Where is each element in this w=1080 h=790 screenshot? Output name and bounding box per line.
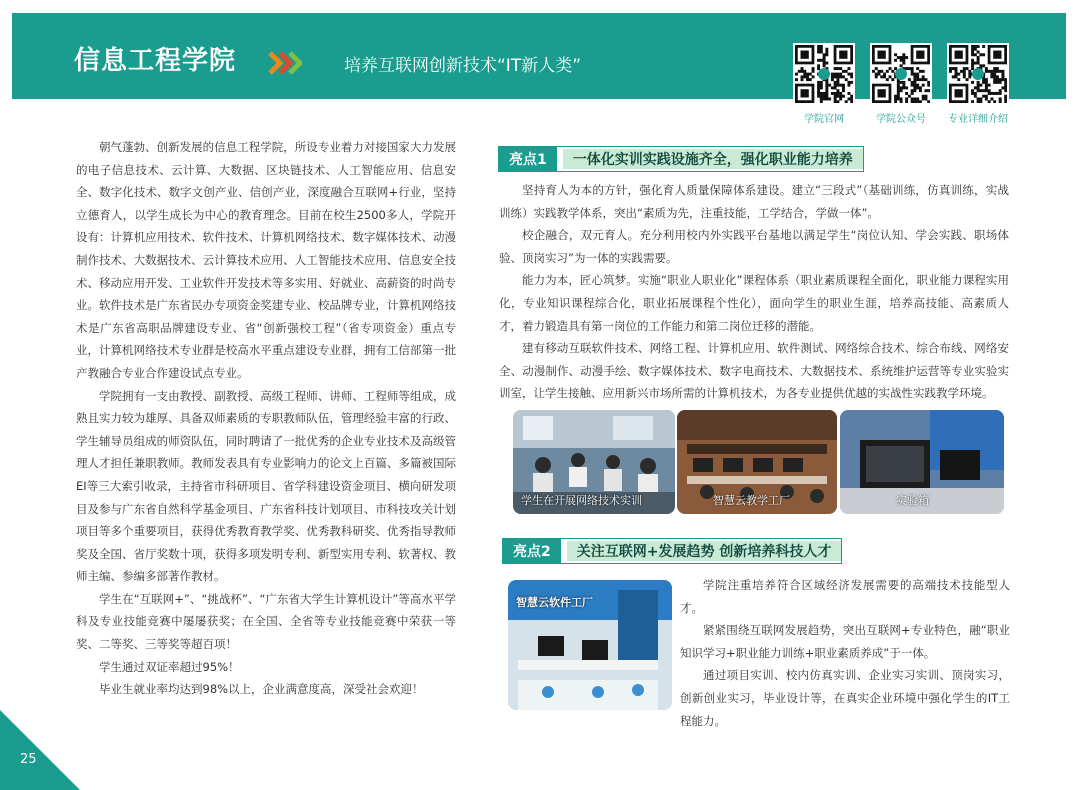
page-title: 信息工程学院	[74, 46, 237, 76]
intro-paragraph: 毕业生就业率均达到98%以上，企业满意度高，深受社会欢迎！	[99, 682, 424, 697]
qr-caption: 学院公众号	[876, 114, 926, 125]
intro-paragraph: 学生在“互联网+”、“挑战杯”、“广东省大学生计算机设计”等高水平学科及专业技能竞赛中屡屡获奖；在全国、全省等专业技能竞赛中荣获一等奖、二等奖、三等奖等超百项！	[76, 591, 456, 652]
highlight2-tag: 亮点2	[503, 539, 561, 563]
highlight1-text	[499, 179, 1009, 405]
intro-paragraph: 朝气蓬勃、创新发展的信息工程学院，所设专业着力对接国家大力发展的电子信息技术、云计算、大数据、区块链技术、人工智能应用、信息安全、数字化技术、数字文创产业、信创产业，深度融合互联网+行业，坚持立德育人，以学生成长为中心的教育理念。目前在校生2500多人，学院开设有：计算机应用技术、软件技术、计算机网络技术、数字媒体技术、动漫制作技术、大数据技术、云计算技术应用、人工智能技术应用、信息安全技术、移动应用开发、工业软件开发技术等多实用、好就业、高薪资的时尚专业。软件技术是广东省民办专项资金奖建专业、校品牌专业，计算机网络技术是广东省高职品牌建设专业、省“创新强校工程”（省专项资金）重点专业，计算机网络技术专业群是校高水平重点建设专业群，拥有工信部第一批产教融合专业合作建设试点专业。	[76, 140, 456, 380]
highlight1-paragraph: 建有移动互联软件技术、网络工程、计算机应用、软件测试、网络综合技术、综合布线、网络安全、动漫制作、动漫手绘、数字媒体技术、数字电商技术、大数据技术、系统维护运营等专业实验实训室，让学生接触、应用新兴市场所需的计算机技术，为各专业提供优越的实战性实践教学环境。	[499, 341, 1009, 401]
photo-network-training	[513, 410, 675, 514]
header-slogan: 培养互联网创新技术“IT新人类”	[344, 56, 582, 76]
highlight1-tag: 亮点1	[499, 147, 557, 171]
photo-experiment-box	[840, 410, 1004, 514]
highlight1-paragraph: 校企融合，双元育人。充分利用校内外实践平台基地以满足学生“岗位认知、学会实践、职场体验、顶岗实习”为一体的实践需要。	[499, 228, 1009, 265]
highlight1-paragraph: 能力为本，匠心筑梦。实施“职业人职业化”课程体系（职业素质课程全面化，职业能力课程实用化，专业知识课程综合化，职业拓展课程个性化），面向学生的职业生涯，培养高技能、高素质人才，着力锻造具有第一岗位的工作能力和第二岗位迁移的潜能。	[499, 273, 1009, 333]
qr-code-college-wechat[interactable]	[870, 43, 932, 105]
page-number: 25	[20, 752, 37, 767]
highlight2-paragraph: 紧紧围绕互联网发展趋势，突出互联网+专业特色，融“职业知识学习+职业能力训练+职业素质养成”于一体。	[680, 623, 1010, 660]
highlight2-title: 关注互联网+发展趋势 创新培养科技人才	[567, 541, 842, 561]
highlight2-heading	[502, 538, 842, 564]
highlight2-text	[680, 574, 1010, 732]
highlight2-paragraph: 通过项目实训、校内仿真实训、企业实习实训、顶岗实习，创新创业实习，毕业设计等，在真实企业环境中强化学生的IT工程能力。	[680, 668, 1010, 728]
photo-smart-cloud-factory	[677, 410, 837, 514]
qr-caption: 学院官网	[804, 114, 844, 125]
highlight1-title: 一体化实训实践设施齐全，强化职业能力培养	[563, 149, 863, 169]
intro-paragraph: 学生通过双证率超过95%！	[99, 659, 240, 674]
highlight1-heading	[498, 146, 864, 172]
qr-caption: 专业详细介绍	[948, 114, 1008, 125]
photo-caption: 学生在开展网络技术实训	[521, 494, 642, 507]
photo-caption: 实验箱	[896, 494, 929, 507]
photo-caption: 智慧云软件工厂	[516, 596, 593, 609]
qr-code-college-website[interactable]	[793, 43, 855, 105]
photo-smart-cloud-software-factory	[508, 580, 672, 710]
corner-decoration	[0, 710, 80, 790]
chevron-arrows-icon	[268, 51, 302, 75]
photo-caption: 智慧云教学工厂	[713, 494, 790, 507]
intro-text-column	[76, 136, 456, 701]
highlight2-paragraph: 学院注重培养符合区域经济发展需要的高端技术技能型人才。	[680, 578, 1010, 615]
highlight1-paragraph: 坚持育人为本的方针，强化育人质量保障体系建设。建立“三段式”（基础训练，仿真训练，实战训练）实践教学体系，突出“素质为先，注重技能，工学结合，学做一体”。	[499, 183, 1009, 220]
intro-paragraph: 学院拥有一支由教授、副教授、高级工程师、讲师、工程师等组成，成熟且实力较为雄厚、具备双师素质的专职教师队伍，管理经验丰富的行政、学生辅导员组成的师资队伍，同时聘请了一批优秀的企业专业技术及高级管理人才担任兼职教师。教师发表具有专业影响力的论文上百篇、多篇被国际EI等三大索引收录，主持省市科研项目、省学科建设资金项目、横向研发项目及参与广东省自然科学基金项目、广东省科技计划项目、市科技攻关计划项目等多个重要项目，获得优秀教育教学奖、优秀教科研奖、优秀指导教师奖及全国、省厅奖数十项，获得多项发明专利、新型实用专利、软著权、教师主编、参编多部著作教材。	[76, 388, 456, 584]
qr-code-major-details[interactable]	[947, 43, 1009, 105]
